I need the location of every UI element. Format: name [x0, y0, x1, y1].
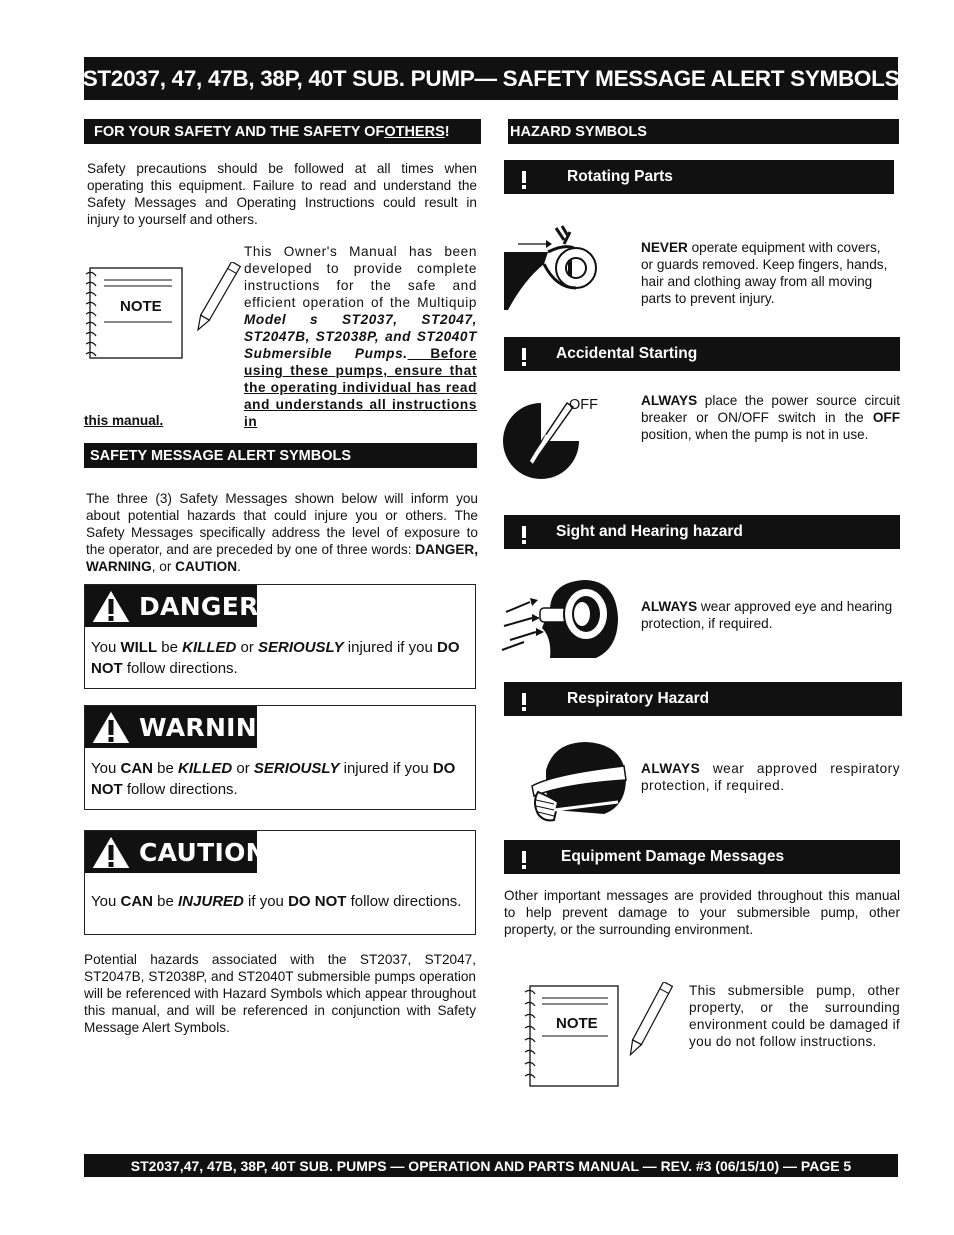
rotating-parts-bar — [504, 160, 894, 194]
rotating-gears-icon — [504, 222, 600, 312]
danger-t4: injured if you — [343, 639, 437, 656]
danger-seriously: SERIOUSLY — [258, 639, 344, 656]
caution-t1: You — [91, 893, 121, 910]
caution-t2: be — [152, 893, 179, 910]
accidental-body-2: position, when the pump is not in use. — [641, 427, 869, 442]
danger-box — [84, 584, 476, 689]
sight-hearing-illustration — [500, 578, 624, 660]
warning-header — [85, 706, 278, 748]
accidental-starting-text — [641, 392, 900, 443]
page-title: ST2037, 47, 47B, 38P, 40T SUB. PUMP— SAFETY MESSAGE ALERT SYMBOLS — [84, 57, 898, 100]
manual-text-last-line — [84, 413, 163, 428]
alert-word-danger: DANGER, — [415, 542, 478, 557]
sight-body: wear approved eye and hearing protection, if required. — [641, 599, 893, 631]
warning-triangle-icon — [89, 708, 133, 746]
danger-will: WILL — [120, 639, 158, 656]
danger-do-not: DO NOT — [91, 639, 460, 677]
sight-hearing-label: Sight and Hearing hazard — [556, 523, 743, 540]
danger-text — [91, 637, 471, 679]
caution-t4: follow directions. — [346, 893, 462, 910]
danger-word: DANGER — [139, 591, 259, 621]
rotating-never: NEVER — [641, 240, 688, 255]
notebook-pencil-icon — [522, 982, 682, 1090]
warning-triangle-icon — [89, 833, 133, 871]
potential-hazards-text: Potential hazards associated with the ST2037, ST2047, ST2047B, ST2038P, and ST2040T submersible pumps operation will be referenced with Hazard Symbols which appear throughout this manual, and will be referenced in conjunction with Safety Message Alert Symbols. — [84, 952, 476, 1035]
danger-t1: You — [91, 639, 121, 656]
accidental-off: OFF — [872, 410, 900, 425]
warning-can: CAN — [120, 760, 153, 777]
respiratory-illustration — [524, 740, 628, 826]
warning-word: WARNING — [139, 712, 278, 742]
off-switch-illustration — [503, 395, 603, 480]
alert-word-warning: WARNING — [86, 559, 152, 574]
warning-t4: injured if you — [339, 760, 433, 777]
manual-text-last: this manual. — [84, 413, 164, 428]
warning-text — [91, 758, 471, 800]
hazard-symbols-heading: HAZARD SYMBOLS — [508, 119, 899, 144]
page-footer: ST2037,47, 47B, 38P, 40T SUB. PUMPS — OPERATION AND PARTS MANUAL — REV. #3 (06/15/10) — PAGE 5 — [84, 1154, 898, 1177]
caution-do-not: DO NOT — [288, 893, 347, 910]
equipment-damage-label: Equipment Damage Messages — [561, 848, 785, 865]
alert-intro-sep: , or — [151, 559, 176, 574]
accidental-always: ALWAYS — [641, 393, 698, 408]
note-label: NOTE — [120, 298, 162, 315]
note-text-2: This submersible pump, other property, or the surrounding environment could be damaged if you do not follow instructions. — [689, 983, 900, 1049]
alert-intro — [86, 490, 478, 575]
alert-symbols-heading: SAFETY MESSAGE ALERT SYMBOLS — [84, 443, 477, 468]
warning-do-not: DO NOT — [91, 760, 456, 798]
note-notebook-illustration — [84, 262, 244, 362]
warning-triangle-icon — [506, 517, 542, 547]
caution-word: CAUTION — [139, 837, 267, 867]
accidental-body-1: place the power source circuit breaker or ON/OFF switch in the — [641, 393, 900, 425]
warning-triangle-icon — [506, 339, 542, 369]
respiratory-body: wear approved respiratory protection, if required. — [641, 761, 900, 793]
safety-heading-others: OTHERS — [384, 123, 445, 140]
rotating-body: operate equipment with covers, or guards removed. Keep fingers, hands, hair and clothing away from all moving parts to prevent injury. — [641, 240, 888, 306]
warning-t1: You — [91, 760, 121, 777]
caution-t3: if you — [243, 893, 289, 910]
safety-heading — [84, 119, 481, 144]
caution-can: CAN — [120, 893, 153, 910]
respiratory-hazard-bar — [504, 682, 902, 716]
safety-heading-c: ! — [444, 123, 450, 140]
warning-t3: or — [232, 760, 254, 777]
note-notebook-illustration-2 — [522, 982, 682, 1090]
rotating-parts-label: Rotating Parts — [567, 168, 673, 185]
alert-intro-end: . — [237, 559, 241, 574]
rotating-parts-illustration — [504, 222, 600, 312]
equipment-damage-bar — [504, 840, 900, 874]
notebook-pencil-icon — [84, 262, 244, 362]
caution-header — [85, 831, 267, 873]
danger-t5: follow directions. — [122, 660, 238, 677]
equipment-damage-text: Other important messages are provided throughout this manual to help prevent damage to your submersible pump, other property, or the surrounding environment. — [504, 888, 900, 937]
warning-seriously: SERIOUSLY — [253, 760, 340, 777]
manual-text — [244, 243, 477, 430]
danger-killed: KILLED — [182, 639, 237, 656]
sight-hearing-bar — [504, 515, 900, 549]
warning-triangle-icon — [89, 587, 133, 625]
accidental-starting-bar — [504, 337, 900, 371]
manual-text-models: Model s ST2037, ST2047, ST2047B, ST2038P, and ST2040T Submersible Pumps. — [244, 312, 477, 361]
warning-triangle-icon — [506, 842, 542, 872]
manual-text-underlined: Before using these pumps, ensure that the operating individual has read and understands all instructions in — [244, 346, 477, 429]
respiratory-hazard-text — [641, 760, 900, 794]
warning-killed: KILLED — [178, 760, 233, 777]
caution-injured: INJURED — [178, 893, 244, 910]
alert-intro-lead: The three (3) Safety Messages shown below will inform you about potential hazards that could injure you or others. The Safety Messages specifically address the level of exposure to the operator, and are preceded by one of three words: — [86, 491, 478, 557]
off-label: OFF — [569, 397, 598, 413]
safety-heading-a: FOR YOUR SAFETY AND THE SAFETY OF — [94, 123, 385, 140]
respirator-mask-icon — [524, 740, 628, 826]
respiratory-always: ALWAYS — [641, 761, 701, 776]
sight-always: ALWAYS — [641, 599, 698, 614]
warning-triangle-icon — [506, 684, 542, 714]
warning-triangle-icon — [506, 162, 542, 192]
accidental-starting-label: Accidental Starting — [556, 345, 698, 362]
caution-text — [91, 891, 471, 912]
ear-eye-protection-icon — [500, 578, 624, 660]
safety-intro: Safety precautions should be followed at all times when operating this equipment. Failure to read and understand the Safety Messages and Operating Instructions could result in injury to yourself and others. — [87, 161, 477, 227]
alert-word-caution: CAUTION — [175, 559, 238, 574]
rotating-parts-text — [641, 239, 894, 307]
danger-header — [85, 585, 257, 627]
sight-hearing-text — [641, 598, 900, 632]
warning-t2: be — [152, 760, 179, 777]
caution-box — [84, 830, 476, 935]
note-label-2: NOTE — [556, 1015, 598, 1032]
danger-t3: or — [236, 639, 259, 656]
danger-t2: be — [157, 639, 183, 656]
manual-text-lead: This Owner's Manual has been developed to provide complete instructions for the safe and efficient operation of the Multiquip — [244, 244, 477, 310]
warning-t5: follow directions. — [122, 781, 238, 798]
warning-box — [84, 705, 476, 810]
respiratory-hazard-label: Respiratory Hazard — [567, 690, 710, 707]
